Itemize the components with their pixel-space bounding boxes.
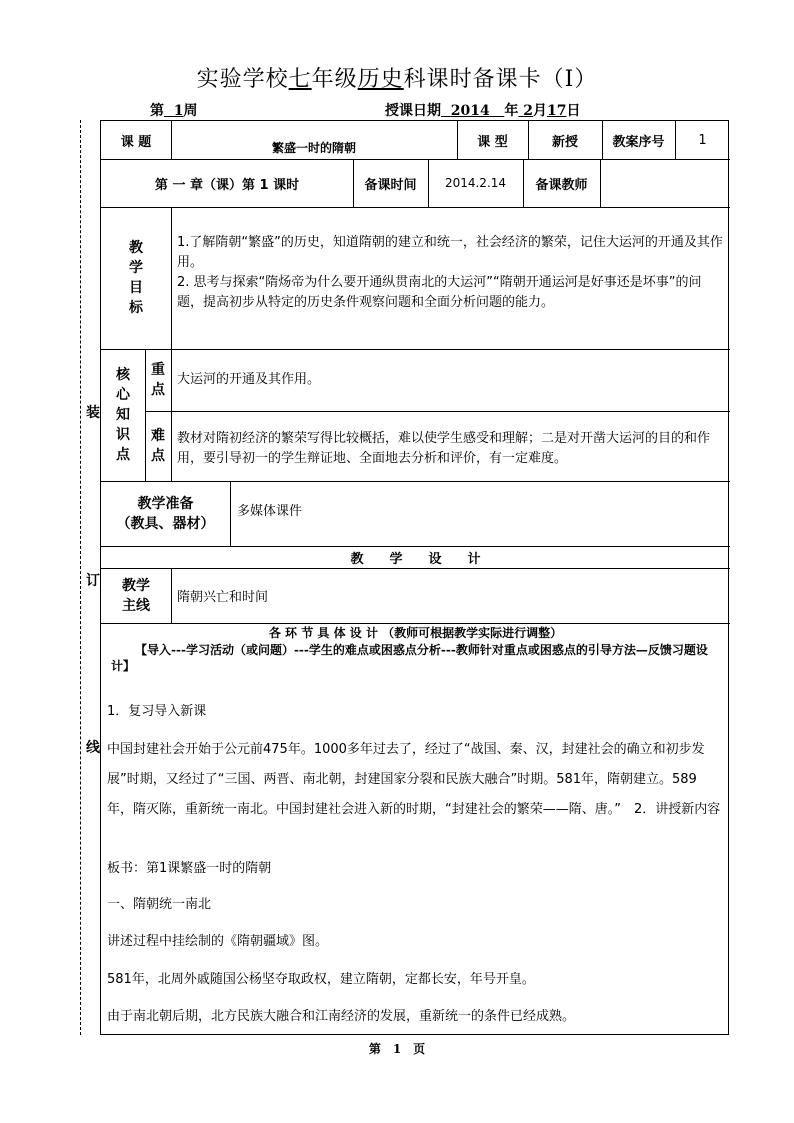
body-p5: 讲述过程中挂绘制的《隋朝疆域》图。 <box>107 934 329 949</box>
lesson-plan-table <box>100 120 729 1035</box>
key-point-value: 大运河的开通及其作用。 <box>177 372 321 387</box>
binding-char-ding: 订 <box>86 573 100 589</box>
teaching-prep-value: 多媒体课件 <box>237 504 303 519</box>
main-line-label: 教学 主线 <box>122 577 150 614</box>
binding-char-zhuang: 装 <box>86 405 100 421</box>
goal-item-1: 1.了解隋朝“繁盛”的历史，知道隋朝的建立和统一，社会经济的繁荣，记住大运河的开通及其作用。 <box>177 235 723 270</box>
goals-content <box>177 233 725 313</box>
difficulty-label: 难 点 <box>151 428 165 464</box>
difficulty-value: 教材对隋初经济的繁荣写得比较概括，难以使学生感受和理解；二是对开凿大运河的目的和作用，要引导初一的学生辩证地、全面地去分析和评价，有一定难度。 <box>177 431 711 466</box>
title-suffix: 科课时备课卡（Ⅰ） <box>403 67 598 92</box>
topic-label: 课 题 <box>120 134 152 150</box>
title-grade-suffix: 年级 <box>311 67 358 92</box>
core-knowledge-label: 核 心 知 识 点 <box>116 367 130 463</box>
week-info: 第 1周 <box>150 103 198 119</box>
binding-dashed-line <box>80 120 81 1035</box>
goals-label: 教 学 目 标 <box>129 240 143 316</box>
seq-value: 1 <box>698 132 707 148</box>
main-line-value: 隋朝兴亡和时间 <box>177 590 269 605</box>
title-grade: 七 <box>288 67 312 92</box>
topic-value: 繁盛一时的隋朝 <box>271 141 356 155</box>
week-date-line <box>150 100 770 120</box>
title-school: 实验学校 <box>196 67 289 92</box>
steps-heading: 各 环 节 具 体 设 计 （教师可根据教学实际进行调整） <box>268 626 563 640</box>
body-p1: 1．复习导入新课 <box>107 704 207 719</box>
body-p2: 中国封建社会开始于公元前475年。1000多年过去了，经过了“战国、秦、汉，封建社会的确立和初步发展”时期，又经过了“三国、两晋、南北朝，封建国家分裂和民族大融合”时期。581年，隋朝建立。589年，隋灭陈，重新统一南北。中国封建社会进入新的时期，“封建社会的繁荣——隋、唐。” 2．讲授新内容 <box>107 742 721 817</box>
lesson-date: 授课日期 2014 年 2月17日 <box>385 103 581 119</box>
design-heading: 教 学 设 计 <box>350 551 481 567</box>
body-p4: 一、隋朝统一南北 <box>107 897 212 912</box>
document-title <box>0 62 794 93</box>
prep-time-value: 2014.2.14 <box>444 176 507 190</box>
type-value: 新授 <box>551 134 578 150</box>
steps-subheading: 【导入---学习活动（或问题）---学生的难点或困惑点分析---教师针对重点或困惑点的引导方法—反馈习题设计】 <box>111 643 708 673</box>
teacher-label: 备课教师 <box>535 177 588 193</box>
body-p7: 由于南北朝后期，北方民族大融合和江南经济的发展，重新统一的条件已经成熟。 <box>107 1009 576 1024</box>
binding-char-xian: 线 <box>86 740 100 756</box>
body-p6: 581年，北周外戚随国公杨坚夺取政权，建立隋朝，定都长安，年号开皇。 <box>107 972 535 987</box>
goal-item-2: 2. 思考与探索“隋炀帝为什么要开通纵贯南北的大运河”“隋朝开通运河是好事还是坏事”的问题，提高初步从特定的历史条件观察问题和全面分析问题的能力。 <box>177 275 702 310</box>
type-label: 课 型 <box>477 134 508 150</box>
page-number: 第 1 页 <box>368 1042 426 1056</box>
key-point-label: 重 点 <box>151 362 165 398</box>
prep-time-label: 备课时间 <box>364 177 417 193</box>
body-p3: 板书：第1课繁盛一时的隋朝 <box>107 861 272 876</box>
title-subject: 历史 <box>357 67 404 92</box>
chapter-info: 第 一 章（课）第 1 课时 <box>154 177 300 193</box>
teaching-prep-label: 教学准备 （教具、器材） <box>116 495 215 532</box>
seq-label: 教案序号 <box>612 134 665 150</box>
teacher-value <box>600 159 730 207</box>
